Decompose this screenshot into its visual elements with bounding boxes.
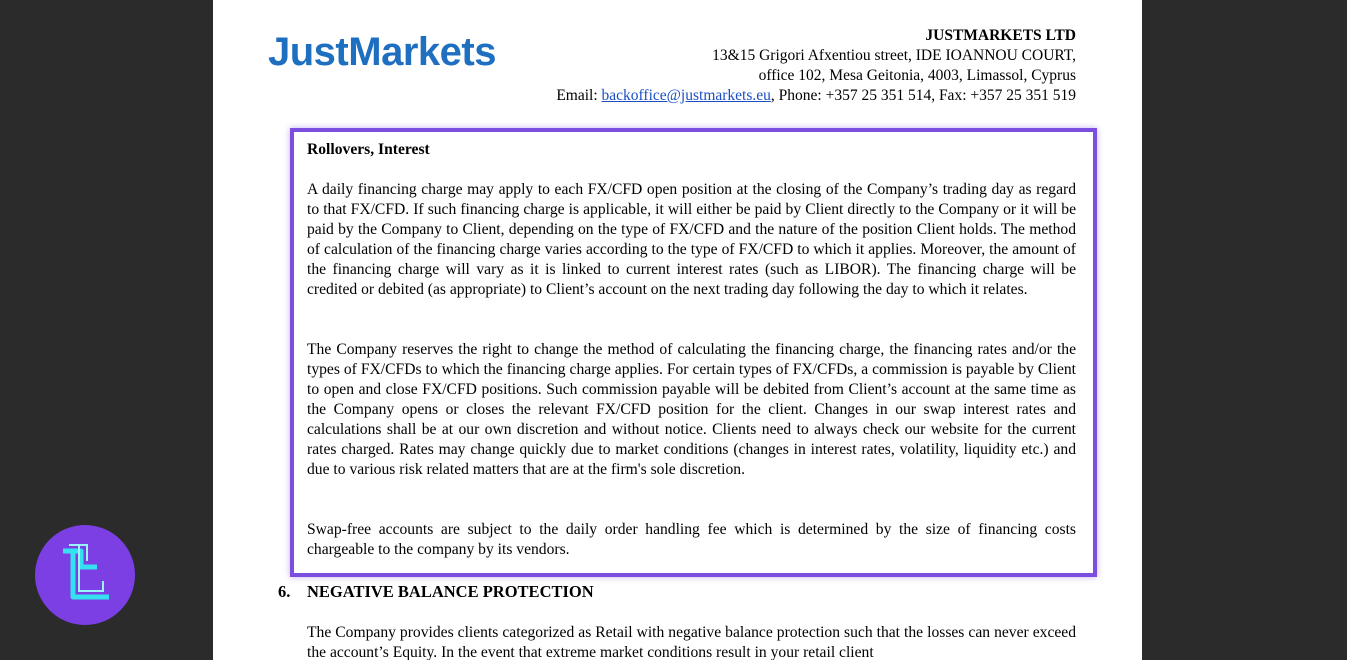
email-label: Email: bbox=[556, 87, 602, 104]
brand-watermark-logo bbox=[35, 525, 135, 625]
address-line-1: 13&15 Grigori Afxentiou street, IDE IOANNOU COURT, bbox=[712, 47, 1076, 64]
tc-logo-icon bbox=[35, 525, 135, 625]
contact-line bbox=[556, 86, 1076, 106]
address-line-2: office 102, Mesa Geitonia, 4003, Limassol, Cyprus bbox=[758, 67, 1076, 84]
company-name: JUSTMARKETS LTD bbox=[925, 27, 1076, 44]
phone-fax: , Phone: +357 25 351 514, Fax: +357 25 351 519 bbox=[770, 87, 1076, 104]
company-info bbox=[556, 26, 1076, 106]
section-heading: Rollovers, Interest bbox=[307, 141, 430, 158]
paragraph-swap-free: Swap-free accounts are subject to the daily order handling fee which is determined by the size of financing costs chargeable to the company by its vendors. bbox=[307, 521, 1076, 558]
paragraph-rollovers: A daily financing charge may apply to each FX/CFD open position at the closing of the Company’s trading day as regard to that FX/CFD. If such financing charge is applicable, it will either be paid by Client directly to the Company or it will be paid by the Company to Client, depending on the type of FX/CFD and the nature of the position Client holds. The method of calculation of the financing charge varies according to the type of FX/CFD to which it applies. Moreover, the amount of the financing charge will vary as it is linked to current interest rates (such as LIBOR). The financing charge will be credited or debited (as appropriate) to Client’s account on the next trading day following the day to which it relates. bbox=[307, 181, 1076, 298]
section-number: 6. bbox=[278, 582, 291, 601]
paragraph-company-reserves: The Company reserves the right to change the method of calculating the financing charge, the financing rates and/or the types of FX/CFDs to which the financing charge applies. For certain types of FX/CFDs, a commission is payable by Client to open and close FX/CFD positions. Such commission payable will be debited from Client’s account at the same time as the Company opens or closes the relevant FX/CFD position for the client. Changes in our swap interest rates and calculations shall be at our own discretion and without notice. Clients need to always check our website for the current rates charged. Rates may change quickly due to market conditions (changes in interest rates, volatility, liquidity etc.) and due to various risk related matters that are at the firm's sole discretion. bbox=[307, 341, 1076, 478]
justmarkets-logo: JustMarkets bbox=[268, 30, 496, 74]
email-link[interactable]: backoffice@justmarkets.eu bbox=[601, 87, 771, 104]
section-title: NEGATIVE BALANCE PROTECTION bbox=[307, 582, 594, 601]
document-page bbox=[213, 0, 1142, 660]
paragraph-negative-balance: The Company provides clients categorized as Retail with negative balance protection such that the losses can never exceed the account’s Equity. In the event that extreme market conditions result in your retail client bbox=[307, 624, 1076, 660]
